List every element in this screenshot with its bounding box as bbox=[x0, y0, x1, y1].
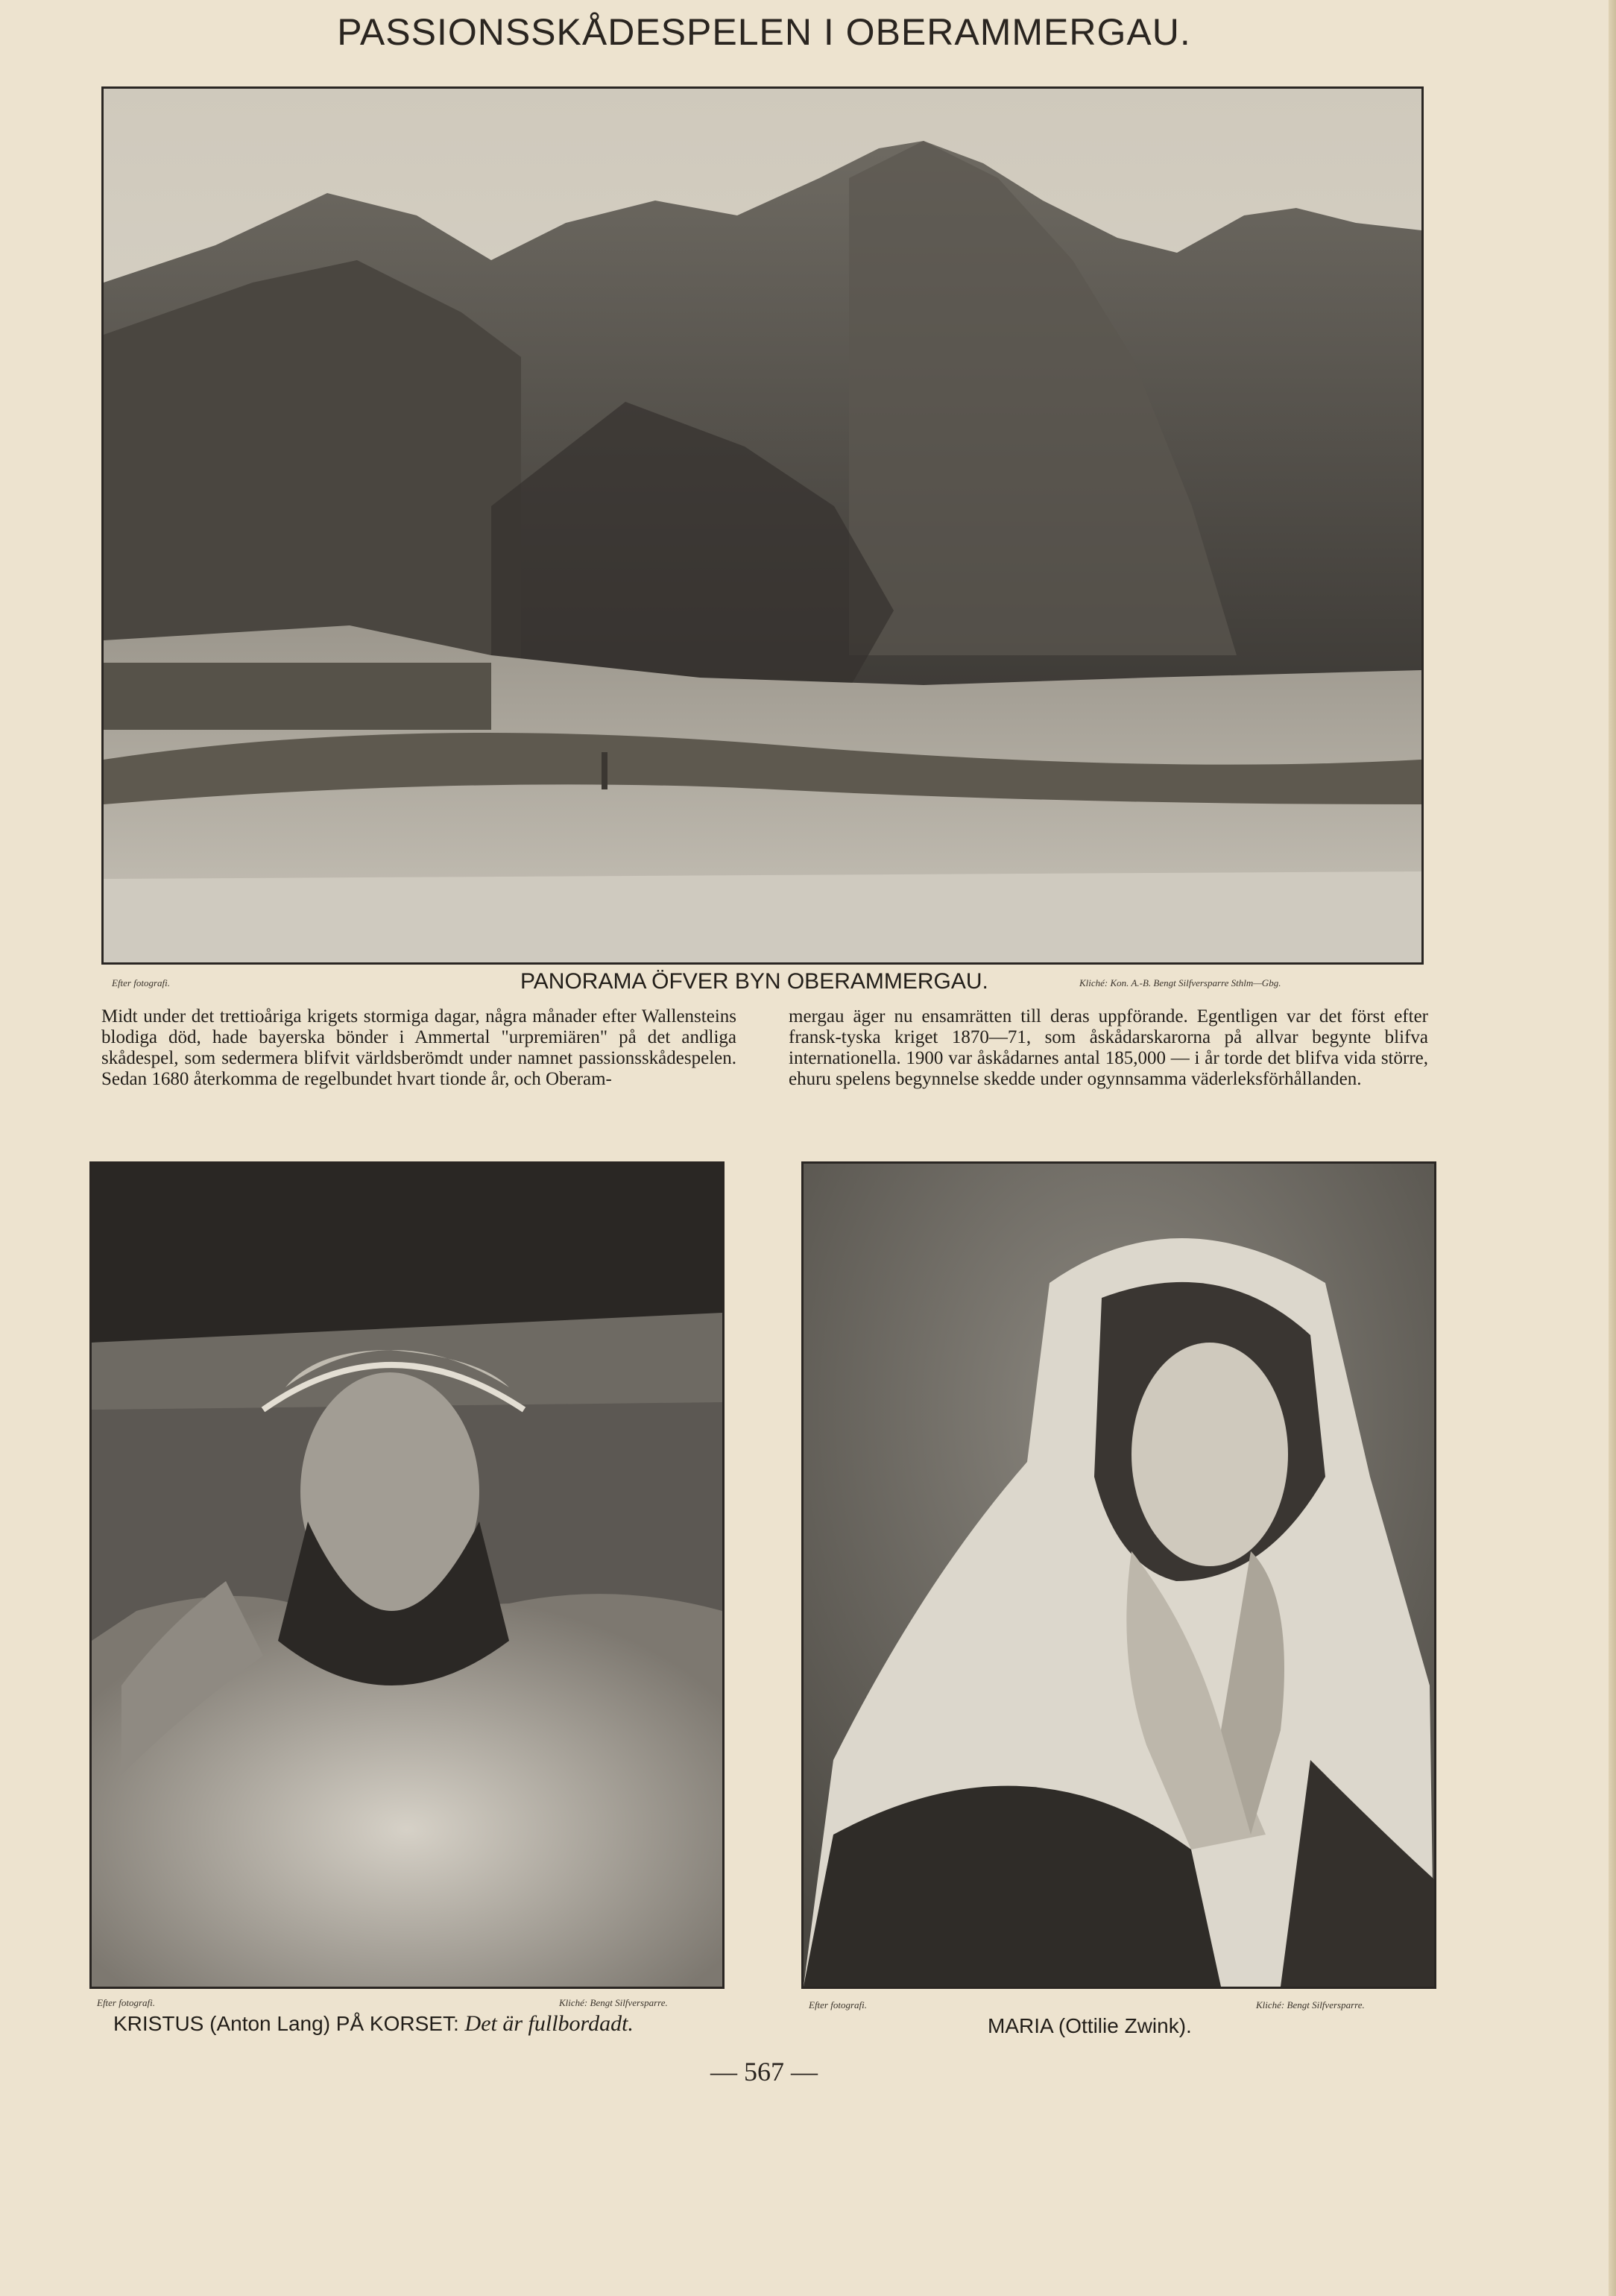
maria-photo-credit: Efter fotografi. bbox=[809, 1999, 867, 2010]
page-header-title: PASSIONSSKÅDESPELEN I OBERAMMERGAU. bbox=[337, 11, 1191, 53]
maria-cliche-credit: Kliché: Bengt Silfversparre. bbox=[1256, 1999, 1365, 2010]
panorama-caption: PANORAMA ÖFVER BYN OBERAMMERGAU. bbox=[520, 969, 988, 994]
article-right-column bbox=[789, 1006, 1428, 1090]
article-left-text: Midt under det trettioåriga krigets stormiga dagar, några månader efter Wallensteins blodiga död, hade bayerska bönder i Ammertal "urpremiären" på det andliga skådespel, som sedermera blifvit världsberömdt under namnet passionsskådespelen. Sedan 1680 återkomma de regelbundet hvart tionde år, och Oberam- bbox=[101, 1006, 736, 1089]
maria-caption: MARIA (Ottilie Zwink). bbox=[988, 2014, 1192, 2037]
kristus-cliche-credit: Kliché: Bengt Silfversparre. bbox=[559, 1997, 668, 2008]
maria-photo bbox=[801, 1161, 1436, 1989]
article-left-column bbox=[101, 1006, 736, 1090]
panorama-photo-credit: Efter fotografi. bbox=[112, 977, 170, 988]
kristus-caption-main: KRISTUS (Anton Lang) PÅ KORSET: bbox=[113, 2012, 459, 2035]
kristus-caption bbox=[113, 2011, 634, 2037]
article-right-text: mergau äger nu ensamrätten till deras uppförande. Egentligen var det först efter fransk-tyska kriget 1870—71, som åskådarskarorna på allvar begynte blifva internationella. 1900 var åskådarnes antal 185,000 — i år torde det blifva vida större, ehuru spelens begynnelse skedde under ogynnsamma väderleksförhållanden. bbox=[789, 1006, 1428, 1089]
page-edge-shadow bbox=[1609, 0, 1616, 2296]
panorama-cliche-credit: Kliché: Kon. A.-B. Bengt Silfversparre Sthlm—Gbg. bbox=[1079, 977, 1281, 988]
kristus-photo bbox=[89, 1161, 725, 1989]
page-number: — 567 — bbox=[710, 2057, 818, 2087]
kristus-caption-italic: Det är fullbordadt. bbox=[464, 2011, 634, 2036]
panorama-photo bbox=[101, 86, 1424, 965]
kristus-photo-credit: Efter fotografi. bbox=[97, 1997, 155, 2008]
